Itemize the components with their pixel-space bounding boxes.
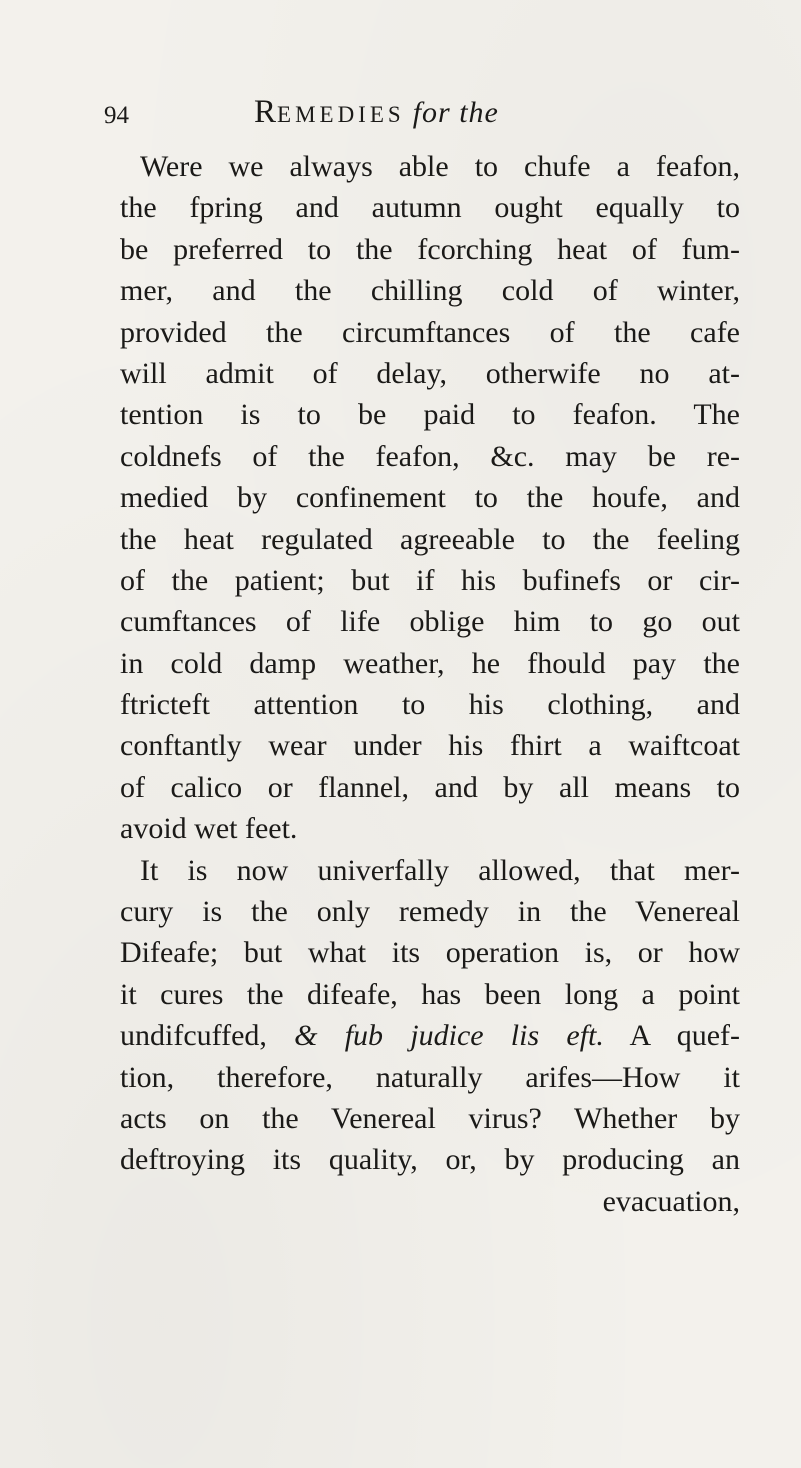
text-line: acts on the Venereal virus? Whether by bbox=[120, 1101, 740, 1135]
text-segment: A quef- bbox=[603, 1019, 740, 1053]
text-line: provided the circumftances of the cafe bbox=[120, 315, 740, 349]
text-line: avoid wet feet. bbox=[120, 812, 298, 846]
text-line: mer, and the chilling cold of winter, bbox=[120, 274, 740, 308]
text-line: It is now univerfally allowed, that mer- bbox=[140, 853, 740, 887]
text-line: medied by confinement to the houfe, and bbox=[120, 481, 740, 515]
text-line: Were we always able to chufe a feafon, bbox=[140, 150, 740, 183]
text-line: the fpring and autumn ought equally to bbox=[120, 191, 740, 225]
catchword-line: evacuation, bbox=[602, 1184, 740, 1218]
text-line: coldnefs of the feafon, &c. may be re- bbox=[120, 439, 740, 473]
running-title-initial: R bbox=[254, 94, 278, 130]
page-number: 94 bbox=[104, 102, 129, 129]
running-title-italic: for the bbox=[412, 96, 499, 129]
text-line: deftroying its quality, or, by producing an bbox=[120, 1143, 740, 1177]
text-line-latin bbox=[120, 1015, 740, 1056]
text-line: conftantly wear under his fhirt a waiftcoat bbox=[120, 729, 740, 763]
running-title-rest: EMEDIES bbox=[277, 102, 405, 127]
text-line: of the patient; but if his bufinefs or cir- bbox=[120, 563, 740, 597]
text-line: Difeafe; but what its operation is, or how bbox=[120, 936, 740, 970]
text-line: will admit of delay, otherwife no at- bbox=[120, 356, 740, 390]
text-line: tion, therefore, naturally arifes—How it bbox=[120, 1060, 740, 1094]
running-title bbox=[254, 92, 499, 135]
body-text bbox=[120, 146, 740, 1222]
page-header bbox=[104, 92, 704, 132]
text-line: ftricteft attention to his clothing, and bbox=[120, 688, 740, 722]
text-line: in cold damp weather, he fhould pay the bbox=[120, 646, 740, 680]
text-line: the heat regulated agreeable to the feeling bbox=[120, 522, 740, 556]
text-line: cury is the only remedy in the Venereal bbox=[120, 895, 740, 929]
latin-phrase: & fub judice lis eft. bbox=[294, 1019, 604, 1053]
text-line: be preferred to the fcorching heat of fum- bbox=[120, 232, 740, 266]
text-segment: undifcuffed, bbox=[120, 1019, 295, 1053]
text-line: tention is to be paid to feafon. The bbox=[120, 398, 740, 432]
text-line: cumftances of life oblige him to go out bbox=[120, 605, 740, 639]
text-line: it cures the difeafe, has been long a point bbox=[120, 977, 740, 1011]
text-line: of calico or flannel, and by all means to bbox=[120, 770, 740, 804]
